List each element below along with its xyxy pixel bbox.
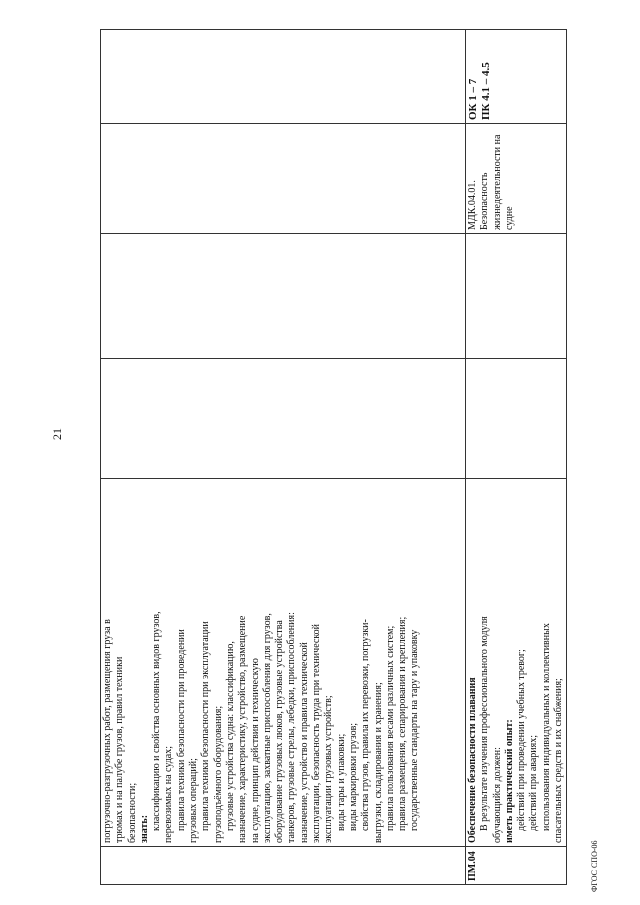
text-line: эксплуатацию, захватные приспособления для грузов, bbox=[261, 613, 273, 843]
text-line: классификацию и свойства основных видов грузов, bbox=[151, 611, 163, 831]
competency-ok: ОК 1 – 7 bbox=[467, 78, 479, 120]
text-line: действий при авариях; bbox=[528, 734, 540, 831]
text-line: действий при проведении учебных тревог; bbox=[516, 649, 528, 831]
text-line: обучающийся должен: bbox=[491, 747, 503, 843]
description-cell bbox=[101, 479, 466, 847]
footer-standard: ФГОС СПО-06 bbox=[590, 840, 599, 892]
module-code: ПМ.04 bbox=[466, 847, 567, 885]
text-line: эксплуатации грузовых устройств; bbox=[323, 695, 335, 843]
text-line: назначение, характеристику, устройство, размещение bbox=[237, 615, 249, 843]
text-line: трюмах и на палубе грузов, правил техники bbox=[114, 656, 126, 843]
text-line: эксплуатации, безопасность труда при технической bbox=[311, 623, 323, 843]
text-line: перевозимых на судах; bbox=[163, 745, 175, 843]
competency-pk: ПК 4.1 – 4.5 bbox=[480, 62, 492, 120]
text-line: танкеров, грузовые стрелы, лебедки, приспособления: bbox=[286, 612, 298, 843]
text-line: грузовые устройства судна: классификацию, bbox=[224, 641, 236, 831]
curriculum-table bbox=[100, 29, 567, 885]
text-line: правила пользования весами различных систем; bbox=[384, 625, 396, 831]
text-line: выгрузки, складирования и хранения; bbox=[372, 682, 384, 843]
text-line: правила техники безопасности при проведении bbox=[175, 629, 187, 831]
text-line: грузоподъёмного оборудования; bbox=[212, 705, 224, 843]
text-line: свойства грузов, правила их перевозки, погрузки- bbox=[360, 619, 372, 831]
hours-class-cell bbox=[466, 234, 567, 359]
text-line: виды маркировки грузов; bbox=[347, 722, 359, 831]
page-number: 21 bbox=[50, 428, 64, 440]
table-row-prev bbox=[101, 30, 466, 885]
text-line: безопасности; bbox=[126, 782, 138, 843]
text-line: спасательных средств и их снабжения; bbox=[553, 678, 565, 843]
text-line: оборудование грузовых люков, грузовые устройства bbox=[274, 620, 286, 843]
text-line: назначение, устройство и правила технической bbox=[298, 642, 310, 843]
text-line: погрузочно-разгрузочных работ, размещения груза в bbox=[102, 619, 113, 843]
description-cell bbox=[466, 479, 567, 847]
text-line: грузовых операций; bbox=[188, 758, 200, 843]
text-line: на судне, принцип действия и техническую bbox=[249, 658, 261, 843]
curriculum-table-page bbox=[100, 30, 565, 885]
text-line: Обеспечение безопасности плавания bbox=[467, 677, 478, 843]
text-line: виды тары и упаковки; bbox=[335, 733, 347, 831]
competencies-cell bbox=[466, 30, 567, 124]
hours-class-cell bbox=[101, 234, 466, 359]
text-line: В результате изучения профессионального модуля bbox=[479, 616, 491, 831]
competencies-cell bbox=[101, 30, 466, 124]
hours-max-cell bbox=[101, 359, 466, 479]
index-cell bbox=[101, 847, 466, 885]
discipline-cell bbox=[101, 124, 466, 234]
table-row-pm04 bbox=[466, 30, 567, 885]
discipline-cell: МДК.04.01. Безопасность жизнедеятельности на судне bbox=[466, 124, 567, 234]
text-line: государственные стандарты на тару и упаковку bbox=[409, 629, 421, 831]
hours-max-cell bbox=[466, 359, 567, 479]
text-line: иметь практический опыт: bbox=[503, 719, 515, 843]
text-line: знать: bbox=[138, 814, 150, 843]
text-line: правила размещения, сепарирования и крепления; bbox=[397, 616, 409, 831]
text-line: использования индивидуальных и коллективных bbox=[540, 623, 552, 831]
text-line: правила техники безопасности при эксплуатации bbox=[200, 621, 212, 831]
